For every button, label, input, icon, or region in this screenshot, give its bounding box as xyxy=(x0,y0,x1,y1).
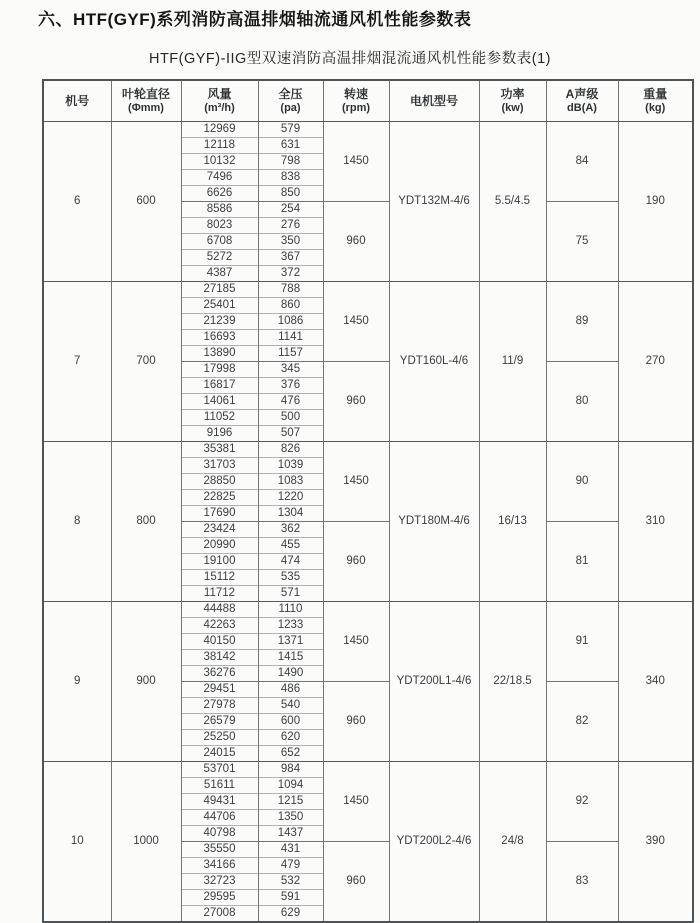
column-header-7: A声级 dB(A) xyxy=(546,80,618,122)
machine-no-cell: 8 xyxy=(43,442,111,602)
airflow-cell: 16817 xyxy=(181,378,258,394)
motor-model-cell: YDT200L1-4/6 xyxy=(389,602,479,762)
pressure-cell: 1083 xyxy=(258,474,323,490)
airflow-cell: 25250 xyxy=(181,730,258,746)
weight-cell: 190 xyxy=(618,122,693,282)
pressure-cell: 479 xyxy=(258,858,323,874)
pressure-cell: 620 xyxy=(258,730,323,746)
pressure-cell: 571 xyxy=(258,586,323,602)
pressure-cell: 474 xyxy=(258,554,323,570)
weight-cell: 390 xyxy=(618,762,693,923)
airflow-cell: 53701 xyxy=(181,762,258,778)
motor-model-cell: YDT160L-4/6 xyxy=(389,282,479,442)
airflow-cell: 12118 xyxy=(181,138,258,154)
table-row xyxy=(43,442,693,458)
machine-no-cell: 7 xyxy=(43,282,111,442)
pressure-cell: 1039 xyxy=(258,458,323,474)
pressure-cell: 500 xyxy=(258,410,323,426)
airflow-cell: 10132 xyxy=(181,154,258,170)
airflow-cell: 27185 xyxy=(181,282,258,298)
pressure-cell: 591 xyxy=(258,890,323,906)
pressure-cell: 1371 xyxy=(258,634,323,650)
airflow-cell: 35381 xyxy=(181,442,258,458)
pressure-cell: 276 xyxy=(258,218,323,234)
power-cell: 16/13 xyxy=(479,442,546,602)
power-cell: 11/9 xyxy=(479,282,546,442)
sound-level-cell: 92 xyxy=(546,762,618,842)
airflow-cell: 31703 xyxy=(181,458,258,474)
column-header-6: 功率 (kw) xyxy=(479,80,546,122)
motor-model-cell: YDT200L2-4/6 xyxy=(389,762,479,923)
airflow-cell: 38142 xyxy=(181,650,258,666)
airflow-cell: 32723 xyxy=(181,874,258,890)
airflow-cell: 16693 xyxy=(181,330,258,346)
airflow-cell: 27008 xyxy=(181,906,258,923)
airflow-cell: 4387 xyxy=(181,266,258,282)
pressure-cell: 579 xyxy=(258,122,323,138)
airflow-cell: 9196 xyxy=(181,426,258,442)
rpm-cell: 1450 xyxy=(323,602,389,682)
airflow-cell: 29595 xyxy=(181,890,258,906)
pressure-cell: 629 xyxy=(258,906,323,923)
sound-level-cell: 81 xyxy=(546,522,618,602)
pressure-cell: 1304 xyxy=(258,506,323,522)
weight-cell: 340 xyxy=(618,602,693,762)
power-cell: 5.5/4.5 xyxy=(479,122,546,282)
airflow-cell: 5272 xyxy=(181,250,258,266)
airflow-cell: 27978 xyxy=(181,698,258,714)
pressure-cell: 826 xyxy=(258,442,323,458)
column-header-3: 全压 (pa) xyxy=(258,80,323,122)
airflow-cell: 36276 xyxy=(181,666,258,682)
pressure-cell: 1437 xyxy=(258,826,323,842)
rpm-cell: 1450 xyxy=(323,442,389,522)
column-header-4: 转速 (rpm) xyxy=(323,80,389,122)
column-header-0: 机号 xyxy=(43,80,111,122)
pressure-cell: 540 xyxy=(258,698,323,714)
column-header-5: 电机型号 xyxy=(389,80,479,122)
diameter-cell: 700 xyxy=(111,282,181,442)
pressure-cell: 476 xyxy=(258,394,323,410)
pressure-cell: 600 xyxy=(258,714,323,730)
table-row xyxy=(43,762,693,778)
airflow-cell: 49431 xyxy=(181,794,258,810)
airflow-cell: 13890 xyxy=(181,346,258,362)
diameter-cell: 800 xyxy=(111,442,181,602)
sound-level-cell: 89 xyxy=(546,282,618,362)
airflow-cell: 15112 xyxy=(181,570,258,586)
pressure-cell: 1233 xyxy=(258,618,323,634)
column-header-8: 重量 (kg) xyxy=(618,80,693,122)
sound-level-cell: 84 xyxy=(546,122,618,202)
header-row xyxy=(43,80,693,122)
airflow-cell: 12969 xyxy=(181,122,258,138)
airflow-cell: 19100 xyxy=(181,554,258,570)
pressure-cell: 1110 xyxy=(258,602,323,618)
airflow-cell: 21239 xyxy=(181,314,258,330)
pressure-cell: 860 xyxy=(258,298,323,314)
machine-no-cell: 6 xyxy=(43,122,111,282)
pressure-cell: 254 xyxy=(258,202,323,218)
machine-no-cell: 10 xyxy=(43,762,111,923)
table-row xyxy=(43,602,693,618)
pressure-cell: 1220 xyxy=(258,490,323,506)
rpm-cell: 960 xyxy=(323,682,389,762)
weight-cell: 270 xyxy=(618,282,693,442)
pressure-cell: 984 xyxy=(258,762,323,778)
pressure-cell: 532 xyxy=(258,874,323,890)
airflow-cell: 35550 xyxy=(181,842,258,858)
diameter-cell: 600 xyxy=(111,122,181,282)
machine-no-cell: 9 xyxy=(43,602,111,762)
pressure-cell: 850 xyxy=(258,186,323,202)
rpm-cell: 960 xyxy=(323,362,389,442)
airflow-cell: 20990 xyxy=(181,538,258,554)
pressure-cell: 372 xyxy=(258,266,323,282)
airflow-cell: 34166 xyxy=(181,858,258,874)
diameter-cell: 1000 xyxy=(111,762,181,923)
rpm-cell: 1450 xyxy=(323,122,389,202)
fan-spec-table xyxy=(42,79,694,923)
pressure-cell: 455 xyxy=(258,538,323,554)
table-subtitle: HTF(GYF)-IIG型双速消防高温排烟混流通风机性能参数表(1) xyxy=(148,51,552,67)
airflow-cell: 6626 xyxy=(181,186,258,202)
pressure-cell: 345 xyxy=(258,362,323,378)
pressure-cell: 1141 xyxy=(258,330,323,346)
airflow-cell: 42263 xyxy=(181,618,258,634)
motor-model-cell: YDT180M-4/6 xyxy=(389,442,479,602)
column-header-2: 风量 (m³/h) xyxy=(181,80,258,122)
pressure-cell: 1350 xyxy=(258,810,323,826)
table-row xyxy=(43,122,693,138)
airflow-cell: 44488 xyxy=(181,602,258,618)
airflow-cell: 8586 xyxy=(181,202,258,218)
pressure-cell: 507 xyxy=(258,426,323,442)
sound-level-cell: 75 xyxy=(546,202,618,282)
rpm-cell: 960 xyxy=(323,842,389,923)
pressure-cell: 431 xyxy=(258,842,323,858)
airflow-cell: 22825 xyxy=(181,490,258,506)
pressure-cell: 535 xyxy=(258,570,323,586)
rpm-cell: 1450 xyxy=(323,282,389,362)
pressure-cell: 838 xyxy=(258,170,323,186)
pressure-cell: 367 xyxy=(258,250,323,266)
airflow-cell: 11712 xyxy=(181,586,258,602)
airflow-cell: 29451 xyxy=(181,682,258,698)
airflow-cell: 14061 xyxy=(181,394,258,410)
sound-level-cell: 80 xyxy=(546,362,618,442)
airflow-cell: 17690 xyxy=(181,506,258,522)
airflow-cell: 25401 xyxy=(181,298,258,314)
airflow-cell: 6708 xyxy=(181,234,258,250)
pressure-cell: 798 xyxy=(258,154,323,170)
column-header-1: 叶轮直径 (Φmm) xyxy=(111,80,181,122)
pressure-cell: 376 xyxy=(258,378,323,394)
airflow-cell: 26579 xyxy=(181,714,258,730)
pressure-cell: 1094 xyxy=(258,778,323,794)
airflow-cell: 24015 xyxy=(181,746,258,762)
airflow-cell: 40798 xyxy=(181,826,258,842)
table-body xyxy=(43,122,693,923)
power-cell: 24/8 xyxy=(479,762,546,923)
pressure-cell: 486 xyxy=(258,682,323,698)
pressure-cell: 1490 xyxy=(258,666,323,682)
pressure-cell: 350 xyxy=(258,234,323,250)
sound-level-cell: 83 xyxy=(546,842,618,923)
pressure-cell: 1157 xyxy=(258,346,323,362)
power-cell: 22/18.5 xyxy=(479,602,546,762)
pressure-cell: 1086 xyxy=(258,314,323,330)
airflow-cell: 44706 xyxy=(181,810,258,826)
table-row xyxy=(43,282,693,298)
pressure-cell: 1415 xyxy=(258,650,323,666)
airflow-cell: 11052 xyxy=(181,410,258,426)
airflow-cell: 28850 xyxy=(181,474,258,490)
airflow-cell: 40150 xyxy=(181,634,258,650)
pressure-cell: 631 xyxy=(258,138,323,154)
pressure-cell: 788 xyxy=(258,282,323,298)
pressure-cell: 362 xyxy=(258,522,323,538)
motor-model-cell: YDT132M-4/6 xyxy=(389,122,479,282)
airflow-cell: 7496 xyxy=(181,170,258,186)
airflow-cell: 23424 xyxy=(181,522,258,538)
page-title: 六、HTF(GYF)系列消防高温排烟轴流通风机性能参数表 xyxy=(38,10,472,29)
table-header xyxy=(43,80,693,122)
airflow-cell: 51611 xyxy=(181,778,258,794)
sound-level-cell: 90 xyxy=(546,442,618,522)
diameter-cell: 900 xyxy=(111,602,181,762)
sound-level-cell: 82 xyxy=(546,682,618,762)
sound-level-cell: 91 xyxy=(546,602,618,682)
airflow-cell: 8023 xyxy=(181,218,258,234)
rpm-cell: 1450 xyxy=(323,762,389,842)
pressure-cell: 1215 xyxy=(258,794,323,810)
weight-cell: 310 xyxy=(618,442,693,602)
rpm-cell: 960 xyxy=(323,202,389,282)
airflow-cell: 17998 xyxy=(181,362,258,378)
rpm-cell: 960 xyxy=(323,522,389,602)
pressure-cell: 652 xyxy=(258,746,323,762)
